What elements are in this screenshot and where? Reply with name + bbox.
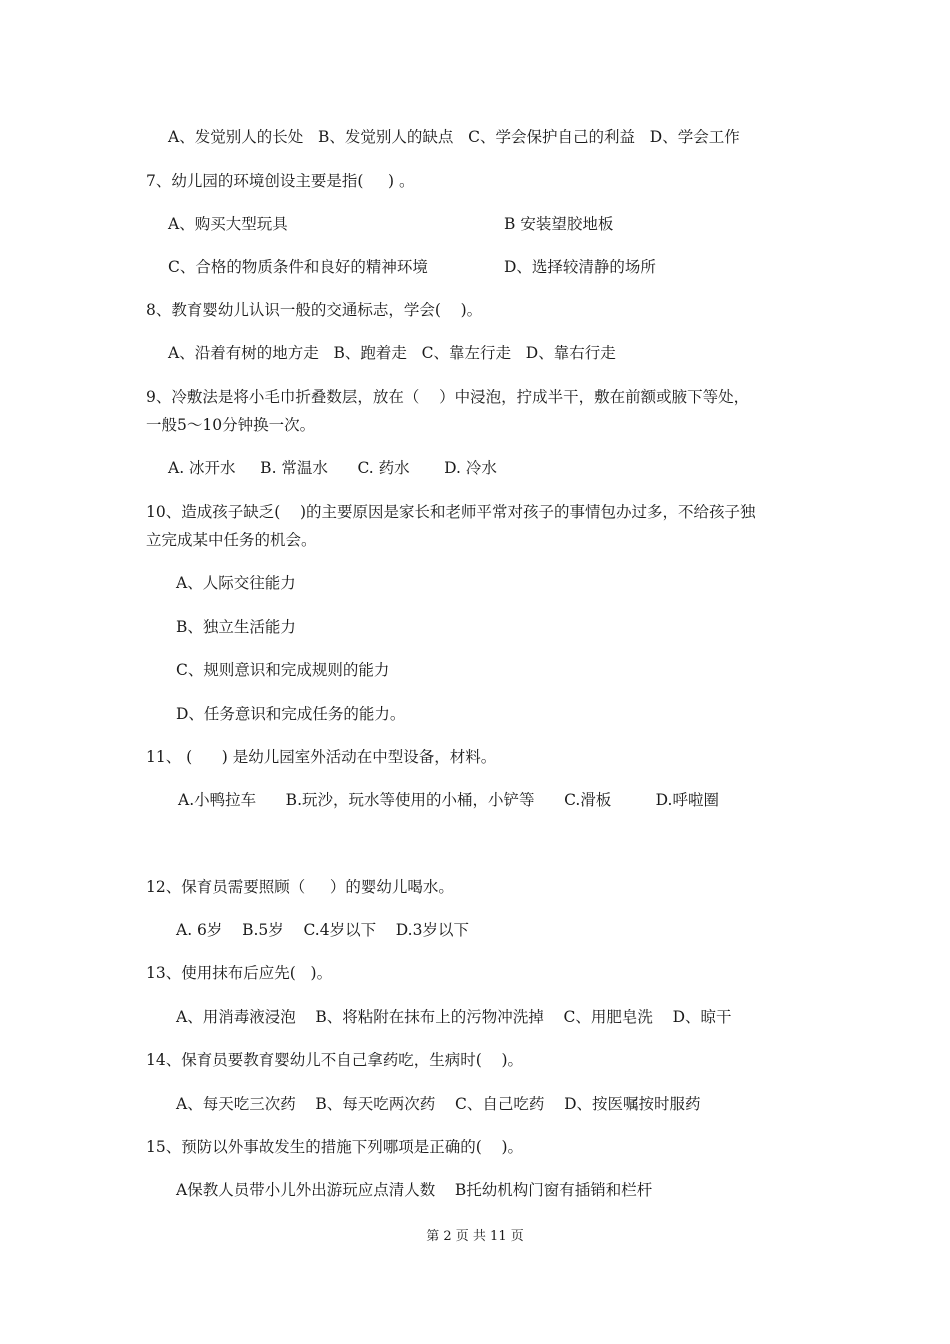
q14-stem: 14、保育员要教育婴幼儿不自己拿药吃，生病时( )。 [146,1051,524,1069]
q7-option-b: B 安装望胶地板 [504,215,614,233]
q10-stem-line1: 10、造成孩子缺乏( )的主要原因是家长和老师平常对孩子的事情包办过多，不给孩子独 [146,503,756,521]
q10-option-b: B、独立生活能力 [176,618,296,636]
q10-stem-line2: 立完成某中任务的机会。 [146,531,317,549]
q7-option-c: C、合格的物质条件和良好的精神环境 [168,258,428,276]
page-footer: 第 2 页 共 11 页 [426,1229,524,1244]
q9-stem-line2: 一般5～10分钟换一次。 [146,416,316,434]
q12-options: A. 6岁 B.5岁 C.4岁以下 D.3岁以下 [176,921,469,939]
q7-option-d: D、选择较清静的场所 [504,258,656,276]
q12-stem: 12、保育员需要照顾（ ）的婴幼儿喝水。 [146,878,454,896]
q15-options: A保教人员带小儿外出游玩应点清人数 B托幼机构门窗有插销和栏杆 [176,1181,653,1199]
q10-option-a: A、人际交往能力 [176,574,296,592]
q9-stem-line1: 9、冷敷法是将小毛巾折叠数层，放在（ ）中浸泡，拧成半干，敷在前额或腋下等处， [146,388,750,406]
q13-stem: 13、使用抹布后应先( )。 [146,964,333,982]
q11-options: A.小鸭拉车 B.玩沙，玩水等使用的小桶，小铲等 C.滑板 D.呼啦圈 [178,791,719,809]
q7-stem: 7、幼儿园的环境创设主要是指( ) 。 [146,172,415,190]
q14-options: A、每天吃三次药 B、每天吃两次药 C、自己吃药 D、按医嘱按时服药 [176,1095,701,1113]
q7-option-a: A、购买大型玩具 [168,215,288,233]
q13-options: A、用消毒液浸泡 B、将粘附在抹布上的污物冲洗掉 C、用肥皂洗 D、晾干 [176,1008,732,1026]
q11-stem: 11、 ( ) 是幼儿园室外活动在中型设备，材料。 [146,748,497,766]
q8-stem: 8、教育婴幼儿认识一般的交通标志，学会( )。 [146,301,483,319]
q8-options: A、沿着有树的地方走 B、跑着走 C、靠左行走 D、靠右行走 [168,344,616,362]
q6-options: A、发觉别人的长处 B、发觉别人的缺点 C、学会保护自己的利益 D、学会工作 [168,128,740,146]
q15-stem: 15、预防以外事故发生的措施下列哪项是正确的( )。 [146,1138,524,1156]
q10-option-d: D、任务意识和完成任务的能力。 [176,705,406,723]
q9-options: A. 冰开水 B. 常温水 C. 药水 D. 冷水 [168,459,497,477]
q10-option-c: C、规则意识和完成规则的能力 [176,661,390,679]
